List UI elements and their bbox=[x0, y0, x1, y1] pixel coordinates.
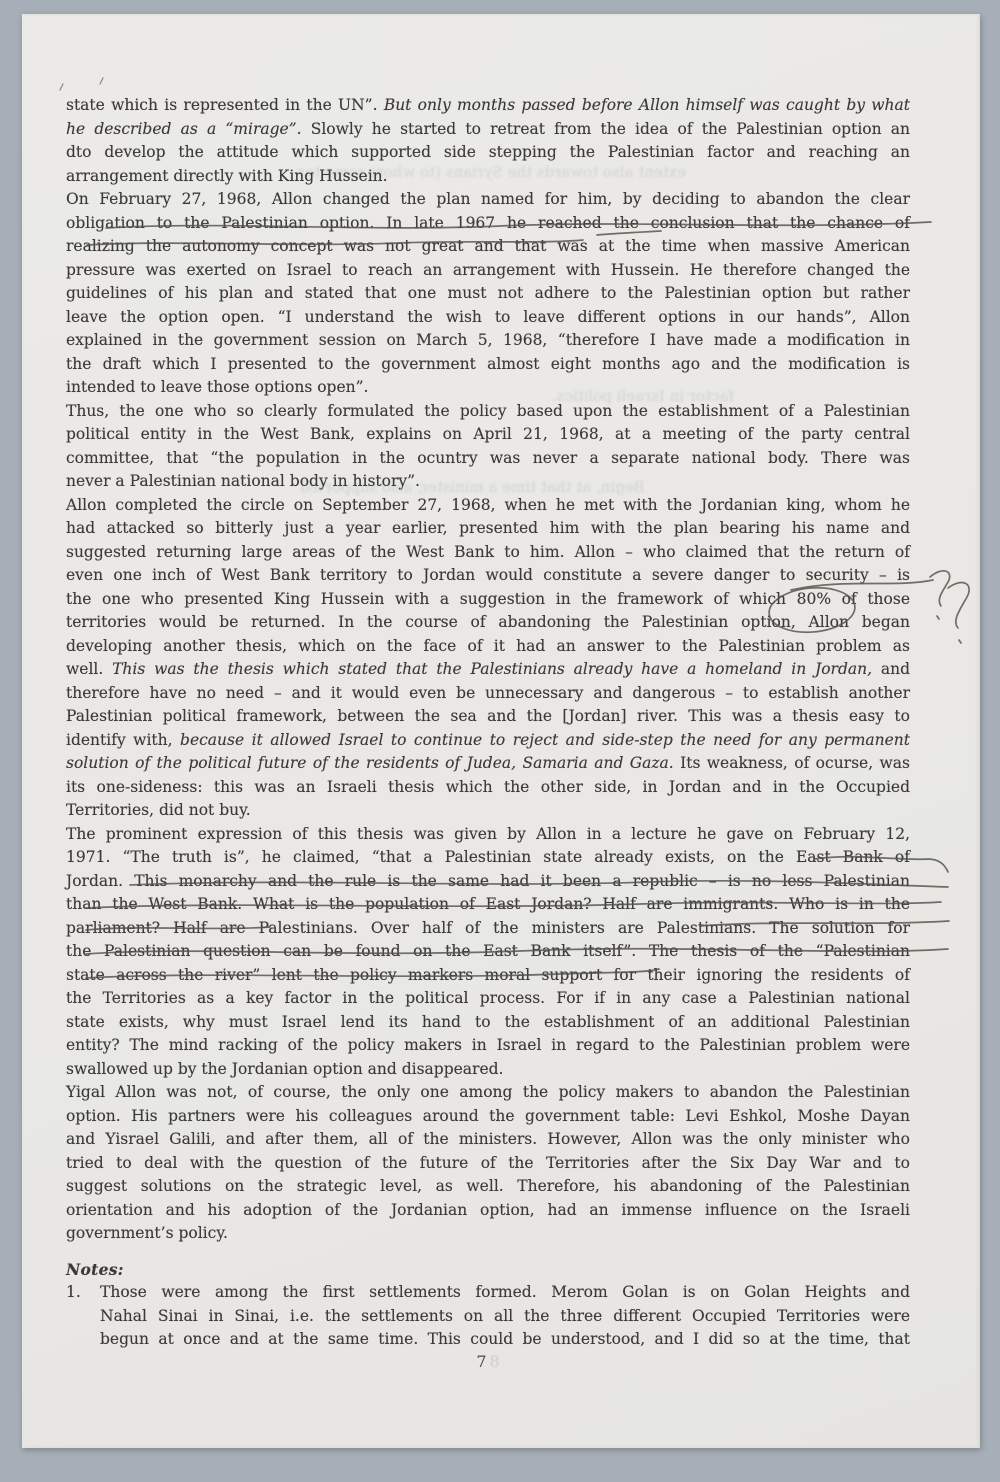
text-line: state which is represented in the UN”. But only months passed before Allon himself was caught by what bbox=[66, 96, 910, 114]
text-line: orientation and his adoption of the Jordanian option, had an immense influence on the Israeli bbox=[66, 1200, 910, 1219]
text-line: identify with, because it allowed Israel to continue to reject and side-step the need for any permanent bbox=[66, 730, 911, 749]
text-line: Territories, did not buy. bbox=[66, 801, 251, 819]
page-number-ghost: 8 bbox=[489, 1352, 500, 1371]
text-line: option. His partners were his colleagues around the government table: Levi Eshkol, Moshe Dayan bbox=[66, 1106, 910, 1125]
text-line: leave the option open. “I understand the wish to leave different options in our hands”, Allon bbox=[66, 307, 910, 326]
text-line: parliament? Half are Palestinians. Over half of the ministers are Palestinians. The solution for bbox=[66, 918, 910, 937]
text-line: well. This was the thesis which stated that the Palestinians already have a homeland in Jordan, and bbox=[66, 660, 910, 678]
text-line: swallowed up by the Jordanian option and disappeared. bbox=[66, 1059, 504, 1078]
text-line: the Territories as a key factor in the political process. For if in any case a Palestinian national bbox=[66, 989, 910, 1007]
text-line: the Palestinian question can be found on the East Bank itself”. The thesis of the “Palestinian bbox=[66, 942, 910, 960]
text-line: dto develop the attitude which supported side stepping the Palestinian factor and reaching an bbox=[66, 143, 910, 161]
text-line: Notes: bbox=[66, 1259, 124, 1279]
bleed-through-line: factor in Israeli politics. bbox=[552, 387, 735, 405]
text-line: begun at once and at the same time. This could be understood, and I did so at the time, that bbox=[100, 1330, 910, 1348]
text-line: Palestinian political framework, between the sea and the [Jordan] river. This was a thesis easy to bbox=[66, 707, 910, 725]
text-line: realizing the autonomy concept was not great and that was at the time when massive American bbox=[66, 237, 910, 255]
text-line: pressure was exerted on Israel to reach an arrangement with Hussein. He therefore changed the bbox=[66, 260, 910, 279]
text-line: entity? The mind racking of the policy makers in Israel in regard to the Palestinian problem were bbox=[66, 1036, 910, 1054]
text-line: solution of the political future of the residents of Judea, Samaria and Gaza. Its weakness, of ocurse, was bbox=[66, 754, 910, 772]
text-line: On February 27, 1968, Allon changed the plan named for him, by deciding to abandon the clear bbox=[66, 190, 910, 208]
text-line: state exists, why must Israel lend its hand to the establishment of an additional Palestinian bbox=[66, 1012, 910, 1031]
text-line: intended to leave those options open”. bbox=[66, 378, 369, 396]
note-number: 1. bbox=[66, 1283, 81, 1301]
text-line: territories would be returned. In the course of abandoning the Palestinian option, Allon began bbox=[66, 613, 910, 631]
text-line: obligation to the Palestinian option. In late 1967 he reached the conclusion that the chance of bbox=[66, 213, 910, 232]
text-line: explained in the government session on March 5, 1968, “therefore I have made a modification in bbox=[66, 331, 910, 349]
text-line: the one who presented King Hussein with a suggestion in the framework of which 80% of those bbox=[66, 589, 910, 608]
text-line: tried to deal with the question of the future of the Territories after the Six Day War and to bbox=[66, 1153, 910, 1172]
text-line: political entity in the West Bank, explains on April 21, 1968, at a meeting of the party central bbox=[66, 425, 910, 443]
text-line: committee, that “the population in the ocuntry was never a separate national body. There was bbox=[66, 448, 910, 467]
text-line: state across the river” lent the policy markers moral support for their ignoring the residents of bbox=[66, 965, 910, 984]
page-number-value: 7 bbox=[476, 1352, 487, 1371]
text-line: suggest solutions on the strategic level, as well. Therefore, his abandoning of the Palestinian bbox=[66, 1177, 910, 1195]
text-line: suggested returning large areas of the West Bank to him. Allon – who claimed that the return of bbox=[66, 542, 910, 561]
text-line: 1971. “The truth is”, he claimed, “that a Palestinian state already exists, on the East Bank of bbox=[66, 848, 910, 866]
text-line: therefore have no need – and it would even be unnecessary and dangerous – to establish another bbox=[66, 683, 910, 702]
text-block bbox=[66, 94, 910, 1352]
text-line: arrangement directly with King Hussein. bbox=[66, 166, 388, 185]
bleed-through-line: Begin, at that time a minister, also supported bbox=[300, 478, 645, 496]
text-line: even one inch of West Bank territory to Jordan would constitute a severe danger to security – is bbox=[66, 566, 910, 584]
text-line: he described as a “mirage”. Slowly he started to retreat from the idea of the Palestinian option an bbox=[66, 119, 910, 138]
text-line: Thus, the one who so clearly formulated the policy based upon the establishment of a Palestinian bbox=[66, 401, 910, 420]
text-line: government’s policy. bbox=[66, 1224, 228, 1242]
text-line: and Yisrael Galili, and after them, all of the ministers. However, Allon was the only minister who bbox=[66, 1130, 910, 1148]
text-line: had attacked so bitterly just a year earlier, presented him with the plan bearing his name and bbox=[66, 519, 910, 537]
bleed-through-line: extent also towards the Syrians (to whom some ter bbox=[298, 163, 687, 181]
text-line: Yigal Allon was not, of course, the only one among the policy makers to abandon the Palestinian bbox=[66, 1083, 910, 1101]
text-line: Allon completed the circle on September 27, 1968, when he met with the Jordanian king, whom he bbox=[66, 495, 910, 514]
page-number bbox=[66, 1352, 910, 1371]
text-line: Nahal Sinai in Sinai, i.e. the settlements on all the three different Occupied Territories were bbox=[100, 1306, 910, 1325]
text-line: its one-sideness: this was an Israeli thesis which the other side, in Jordan and in the Occupied bbox=[66, 777, 910, 796]
text-line: 1. Those were among the first settlements formed. Merom Golan is on Golan Heights and bbox=[66, 1281, 910, 1305]
text-line: Jordan. This monarchy and the rule is the same had it been a republic – is no less Palestinian bbox=[66, 871, 910, 890]
text-line: the draft which I presented to the government almost eight months ago and the modification is bbox=[66, 354, 910, 373]
text-line: never a Palestinian national body in history”. bbox=[66, 472, 420, 490]
text-line: developing another thesis, which on the face of it had an answer to the Palestinian problem as bbox=[66, 636, 910, 655]
text-line: than the West Bank. What is the population of East Jordan? Half are immigrants. Who is in the bbox=[66, 895, 910, 913]
text-line: The prominent expression of this thesis was given by Allon in a lecture he gave on February 12, bbox=[66, 824, 910, 843]
text-line: guidelines of his plan and stated that one must not adhere to the Palestinian option but rather bbox=[66, 284, 910, 302]
